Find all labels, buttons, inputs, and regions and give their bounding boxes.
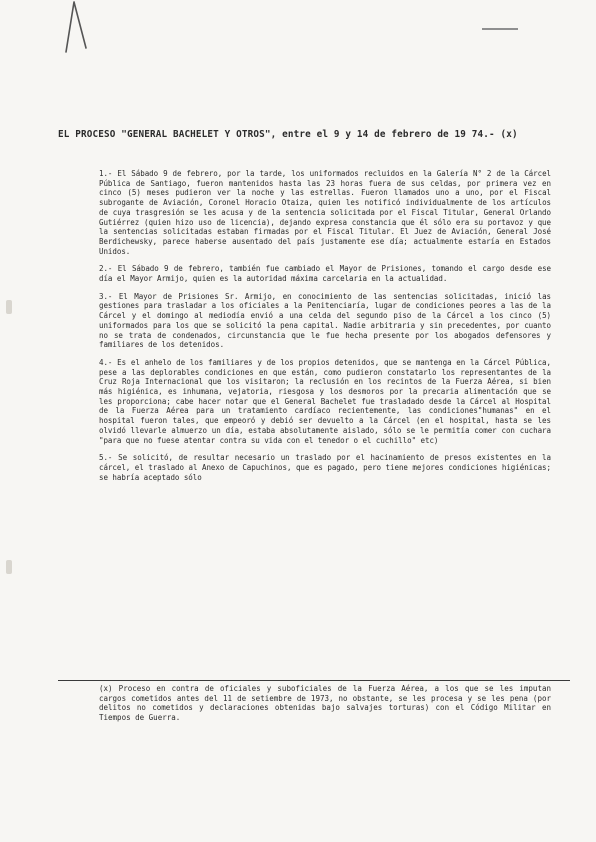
document-heading: EL PROCESO "GENERAL BACHELET Y OTROS", entre el 9 y 14 de febrero de 19 74.- (x) <box>58 129 518 140</box>
binder-hole <box>6 560 12 574</box>
paragraph-1: 1.- El Sábado 9 de febrero, por la tarde, los uniformados recluidos en la Galería N° 2 de la Cárcel Pública de Santiago, fueron mantenidos hasta las 23 horas fuera de sus celdas, por primera vez en cinco (5) meses pudieron ver la noche y las estrellas. Fueron llamados uno a uno, por el Fiscal subrogante de Aviación, Coronel Horacio Otaiza, quien les notificó individualmente de los artículos de cuya trasgresión se les acusa y de la sentencia solicitada por el Fiscal Titular, General Orlando Gutiérrez (quien hizo uso de licencia), dejando expresa constancia que él sólo era su portavoz y que la sentencias solicitadas estaban firmadas por el Fiscal Titular. El Juez de Aviación, General José Berdichewsky, parece haberse ausentado del país justamente ese día; actualmente estaría en Estados Unidos. <box>99 169 551 256</box>
paragraph-3: 3.- El Mayor de Prisiones Sr. Armijo, en conocimiento de las sentencias solicitadas, inició las gestiones para trasladar a los oficiales a la Penitenciaría, lugar de condiciones peores a las de la Cárcel y el domingo al mediodía envió a una celda del segundo piso de la Cárcel a los cinco (5) uniformados para los que se solicitó la pena capital. Nadie arbitraria y sin precedentes, por cuanto no se trata de condenados, circunstancia que le fue hecha presente por los abogados defensores y familiares de los detenidos. <box>99 291 551 350</box>
binder-hole <box>6 300 12 314</box>
body-text <box>99 169 551 490</box>
handwritten-mark <box>60 0 94 60</box>
paragraph-5: 5.- Se solicitó, de resultar necesario un traslado por el hacinamiento de presos existentes en la cárcel, el traslado al Anexo de Capuchinos, que es pagado, pero tiene mejores condiciones higiénicas; se habría aceptado sólo <box>99 453 551 482</box>
paragraph-2: 2.- El Sábado 9 de febrero, también fue cambiado el Mayor de Prisiones, tomando el cargo desde ese día el Mayor Armijo, quien es la autoridad máxima carcelaria en la actualidad. <box>99 264 551 284</box>
footnote: (x) Proceso en contra de oficiales y suboficiales de la Fuerza Aérea, a los que se les imputan cargos cometidos antes del 11 de setiembre de 1973, no obstante, se les procesa y se les pena (por delitos no cometidos y declaraciones obtenidas bajo salvajes torturas) con el Código Militar en Tiempos de Guerra. <box>99 684 551 723</box>
footnote-divider <box>58 680 570 681</box>
top-dash-mark <box>482 28 518 30</box>
paragraph-4: 4.- Es el anhelo de los familiares y de los propios detenidos, que se mantenga en la Cárcel Pública, pese a las deplorables condiciones en que están, como pudieron constatarlo los representantes de la Cruz Roja Internacional que los visitaron; la reclusión en los recintos de la Fuerza Aérea, si bien más higiénica, es inhumana, vejatoria, riesgosa y los desmoros por la precaria alimentación que se les proporciona; cabe hacer notar que el General Bachelet fue trasladado desde la Cárcel al Hospital de la Fuerza Aérea para un tratamiento cardíaco recientemente, las condiciones"humanas" en el hospital fueron tales, que empeoró y debió ser devuelto a la Cárcel (en el hospital, hasta se les olvidó llevarle almuerzo un día, estaba absolutamente aislado, sólo se le permitía comer con cuchara "para que no fuese atentar contra su vida con el tenedor o el cuchillo" etc) <box>99 357 551 445</box>
